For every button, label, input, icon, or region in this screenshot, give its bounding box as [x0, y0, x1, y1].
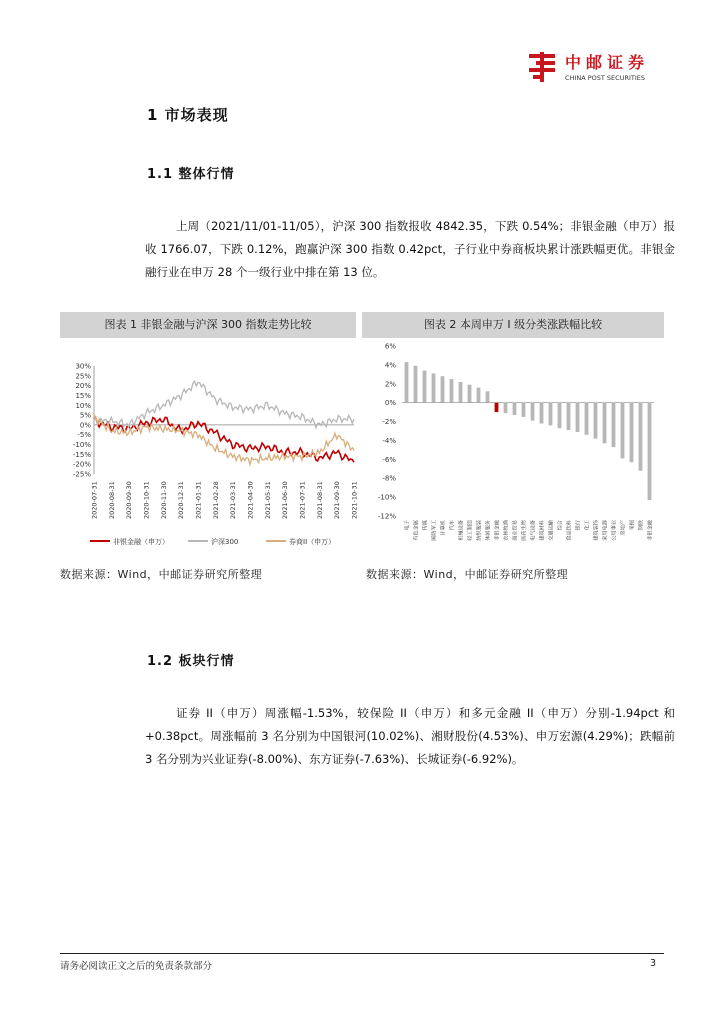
bar [495, 403, 499, 412]
x-tick-label: 化工 [584, 520, 591, 531]
x-tick-label: 2020-08-31 [107, 481, 116, 519]
footer-disclaimer: 请务必阅读正文之后的免责条款部分 [60, 961, 213, 972]
bar [414, 366, 418, 403]
x-tick-label: 2020-12-31 [177, 481, 186, 519]
y-tick-label: 5% [79, 411, 91, 420]
logo-mark-icon [529, 52, 555, 82]
y-tick-label: -10% [377, 493, 396, 502]
y-tick-label: -2% [382, 418, 396, 427]
x-tick-label: 2021-07-31 [298, 481, 307, 519]
x-tick-label: 汽车 [449, 520, 456, 531]
bar [405, 362, 409, 403]
bar [576, 403, 580, 432]
bar [441, 376, 445, 402]
legend-label-1: 沪深300 [211, 538, 239, 546]
x-tick-label: 钢铁 [638, 520, 645, 531]
bar [522, 403, 526, 417]
y-tick-label: 0% [79, 421, 91, 430]
x-tick-label: 2021-02-28 [211, 481, 220, 519]
bar [549, 403, 553, 426]
paragraph-sector: 证券 II（申万）周涨幅-1.53%，较保险 II（申万）和多元金融 II（申万）分别-1.94pct 和+0.38pct。周涨幅前 3 名分别为中国银河(10.02%)、湘财股份(4.53%)、申万宏源(4.29%)；跌幅前 3 名分别为兴业证券(-8.00%)、东方证券(-7.63%)、长城证券(-6.92%)。 [145, 706, 675, 766]
x-tick-label: 采掘 [629, 520, 636, 531]
x-tick-label: 银行 [575, 520, 582, 531]
x-tick-label: 2020-11-30 [159, 481, 168, 519]
index-trend-line-chart [60, 340, 360, 562]
x-tick-label: 2021-10-31 [350, 481, 359, 519]
x-tick-label: 2020-07-31 [90, 481, 99, 519]
bar [612, 403, 616, 447]
bar [531, 403, 535, 421]
x-tick-label: 房地产 [620, 520, 627, 536]
figure2-title: 图表 2 本周申万 I 级分类涨跌幅比较 [362, 312, 664, 338]
bar [567, 403, 571, 430]
x-tick-label: 综合 [557, 520, 564, 531]
bar [459, 382, 463, 403]
bar [648, 403, 652, 500]
legend-label-0: 非银金融（申万） [113, 538, 169, 546]
y-tick-label: 4% [384, 361, 396, 370]
bar [585, 403, 589, 435]
x-tick-label: 2020-10-31 [142, 481, 151, 519]
bar [504, 403, 508, 413]
x-tick-label: 电气设备 [530, 520, 537, 541]
logo-en-text: CHINA POST SECURITIES [565, 74, 645, 82]
subsection-title-sector: 1.2 板块行情 [147, 654, 235, 669]
y-tick-label: 6% [384, 342, 396, 351]
y-tick-label: -8% [382, 474, 396, 483]
industry-change-bar-chart [362, 340, 664, 562]
bar [630, 403, 634, 463]
x-tick-label: 2021-09-30 [333, 481, 342, 519]
x-tick-label: 非银金融 [647, 520, 654, 541]
x-tick-label: 计算机 [440, 520, 447, 536]
series-line-1 [94, 381, 354, 428]
y-tick-label: 10% [75, 401, 91, 410]
x-tick-label: 食品饮料 [566, 520, 573, 541]
x-tick-label: 农林牧渔 [503, 520, 510, 541]
bar [477, 388, 481, 403]
bar [513, 403, 517, 415]
x-tick-label: 医药生物 [521, 520, 528, 541]
company-logo [527, 50, 667, 84]
paragraph-overall: 上周（2021/11/01-11/05），沪深 300 指数报收 4842.35，下跌 0.54%；非银金融（申万）报收 1766.07，下跌 0.12%，跑赢沪深 300 指数 0.42pct，子行业中券商板块累计涨跌幅更优。非银金融行业在申万 28 个一级行业中排在第 13 位。 [145, 219, 675, 279]
section-title: 1 市场表现 [147, 106, 229, 124]
x-tick-label: 2021-01-31 [194, 481, 203, 519]
page-number: 3 [650, 958, 657, 969]
y-tick-label: 30% [75, 362, 91, 371]
x-tick-label: 2021-06-30 [281, 481, 290, 519]
logo-cn-text: 中邮证券 [565, 53, 650, 72]
y-tick-label: -25% [72, 470, 91, 479]
y-tick-label: -5% [77, 431, 91, 440]
bar [486, 391, 490, 402]
figure1-title: 图表 1 非银金融与沪深 300 指数走势比较 [60, 312, 356, 338]
y-tick-label: 25% [75, 372, 91, 381]
x-tick-label: 建筑材料 [539, 520, 546, 541]
bar [450, 379, 454, 403]
bar [423, 371, 427, 403]
x-tick-label: 传媒 [422, 520, 429, 531]
figure2-source: 数据来源：Wind，中邮证券研究所整理 [366, 568, 569, 581]
x-tick-label: 商业贸易 [512, 520, 519, 541]
footer-divider [60, 953, 664, 954]
bar [432, 373, 436, 402]
x-tick-label: 非银金融 [494, 520, 501, 541]
y-tick-label: -10% [72, 441, 91, 450]
x-tick-label: 2020-09-30 [125, 481, 134, 519]
x-tick-label: 2021-05-31 [263, 481, 272, 519]
subsection-title-overall: 1.1 整体行情 [147, 167, 235, 182]
x-tick-label: 轻工制造 [467, 520, 474, 541]
bar [603, 403, 607, 444]
x-tick-label: 国防军工 [431, 520, 438, 541]
x-tick-label: 有色金属 [413, 520, 420, 541]
x-tick-label: 交通运输 [548, 520, 555, 541]
y-tick-label: -4% [382, 436, 396, 445]
y-tick-label: 2% [384, 380, 396, 389]
y-tick-label: 0% [384, 399, 396, 408]
legend-label-2: 券商II（申万） [289, 538, 336, 546]
x-tick-label: 电子 [404, 520, 411, 531]
figure1-source: 数据来源：Wind，中邮证券研究所整理 [60, 568, 263, 581]
x-tick-label: 2021-08-31 [315, 481, 324, 519]
x-tick-label: 休闲服务 [485, 520, 492, 541]
bar [621, 403, 625, 459]
y-tick-label: 15% [75, 391, 91, 400]
x-tick-label: 公用事业 [611, 520, 618, 541]
y-tick-label: -12% [377, 512, 396, 521]
x-tick-label: 纺织服装 [476, 520, 483, 541]
bar [540, 403, 544, 424]
x-tick-label: 2021-03-31 [229, 481, 238, 519]
x-tick-label: 建筑装饰 [593, 520, 600, 541]
y-tick-label: 20% [75, 382, 91, 391]
y-tick-label: -15% [72, 450, 91, 459]
bar [558, 403, 562, 429]
x-tick-label: 机械设备 [458, 520, 465, 541]
bar [639, 403, 643, 471]
bar [468, 385, 472, 403]
bar [594, 403, 598, 439]
x-tick-label: 家用电器 [602, 520, 609, 541]
y-tick-label: -6% [382, 455, 396, 464]
x-tick-label: 2021-04-30 [246, 481, 255, 519]
y-tick-label: -20% [72, 460, 91, 469]
